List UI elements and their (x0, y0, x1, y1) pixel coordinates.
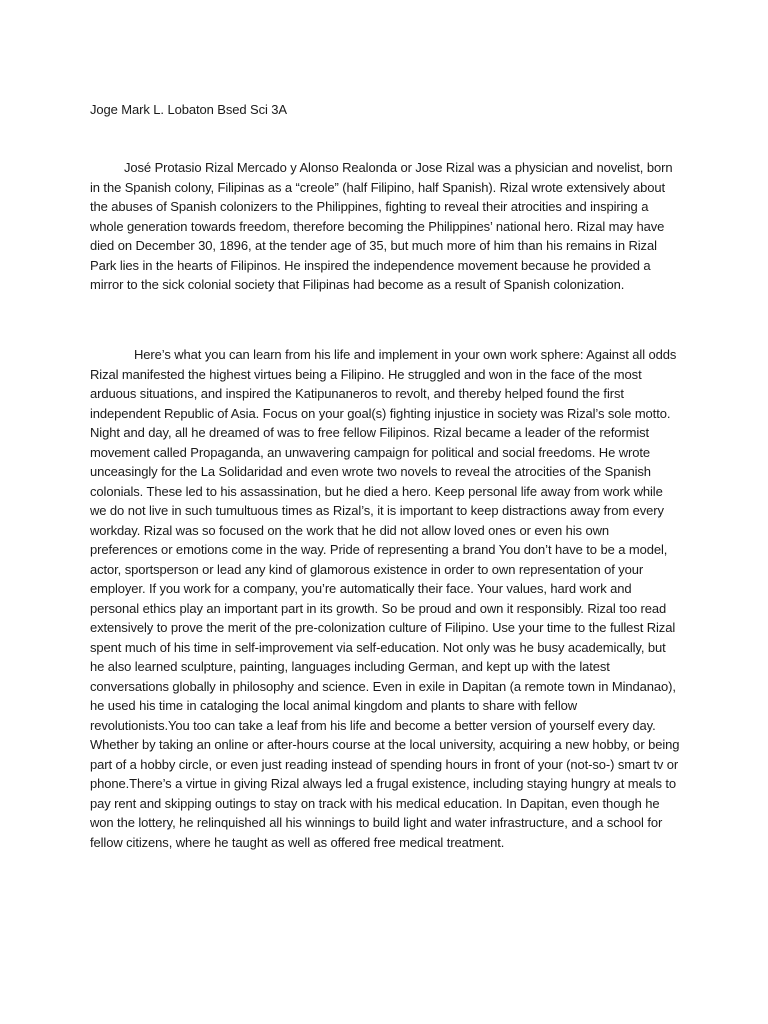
paragraph-lessons: Here’s what you can learn from his life and implement in your own work sphere: Against all odds Rizal manifested the highest virtues being a Filipino. He struggled and won in the face of the most arduous situations, and inspired the Katipunaneros to revolt, and thereby helped found the first independent Republic of Asia. Focus on your goal(s) fighting injustice in society was Rizal’s sole motto. Night and day, all he dreamed of was to free fellow Filipinos. Rizal became a leader of the reformist movement called Propaganda, an unwavering campaign for political and social freedoms. He wrote unceasingly for the La Solidaridad and even wrote two novels to reveal the atrocities of the Spanish colonials. These led to his assassination, but he died a hero. Keep personal life away from work while we do not live in such tumultuous times as Rizal’s, it is important to keep distractions away from every workday. Rizal was so focused on the work that he did not allow loved ones or even his own preferences or emotions come in the way. Pride of representing a brand You don’t have to be a model, actor, sportsperson or lead any kind of glamorous existence in order to own representation of your employer. If you work for a company, you’re automatically their face. Your values, hard work and personal ethics play an important part in its growth. So be proud and own it responsibly. Rizal too read extensively to prove the merit of the pre-colonization culture of Filipino. Use your time to the fullest Rizal spent much of his time in self-improvement via self-education. Not only was he busy academically, but he also learned sculpture, painting, languages including German, and kept up with the latest conversations globally in philosophy and science. Even in exile in Dapitan (a remote town in Mindanao), he used his time in cataloging the local animal kingdom and plants to share with fellow revolutionists.You too can take a leaf from his life and become a better version of yourself every day. Whether by taking an online or after-hours course at the local university, acquiring a new hobby, or being part of a hobby circle, or even just reading instead of spending hours in front of your (not-so-) smart tv or phone.There’s a virtue in giving Rizal always led a frugal existence, including staying hungry at meals to pay rent and skipping outings to stay on track with his medical education. In Dapitan, even though he won the lottery, he relinquished all his winnings to build light and water infrastructure, and a school for fellow citizens, where he taught as well as offered free medical treatment. (90, 347, 680, 850)
paragraph-intro: José Protasio Rizal Mercado y Alonso Realonda or Jose Rizal was a physician and novelist, born in the Spanish colony, Filipinas as a “creole” (half Filipino, half Spanish). Rizal wrote extensively about the abuses of Spanish colonizers to the Philippines, fighting to reveal their atrocities and inspiring a whole generation towards freedom, therefore becoming the Philippines’ national hero. Rizal may have died on December 30, 1896, at the tender age of 35, but much more of him than his remains in Rizal Park lies in the hearts of Filipinos. He inspired the independence movement because he provided a mirror to the sick colonial society that Filipinas had become as a result of Spanish colonization. (90, 160, 673, 292)
author-line: Joge Mark L. Lobaton Bsed Sci 3A (90, 102, 287, 117)
